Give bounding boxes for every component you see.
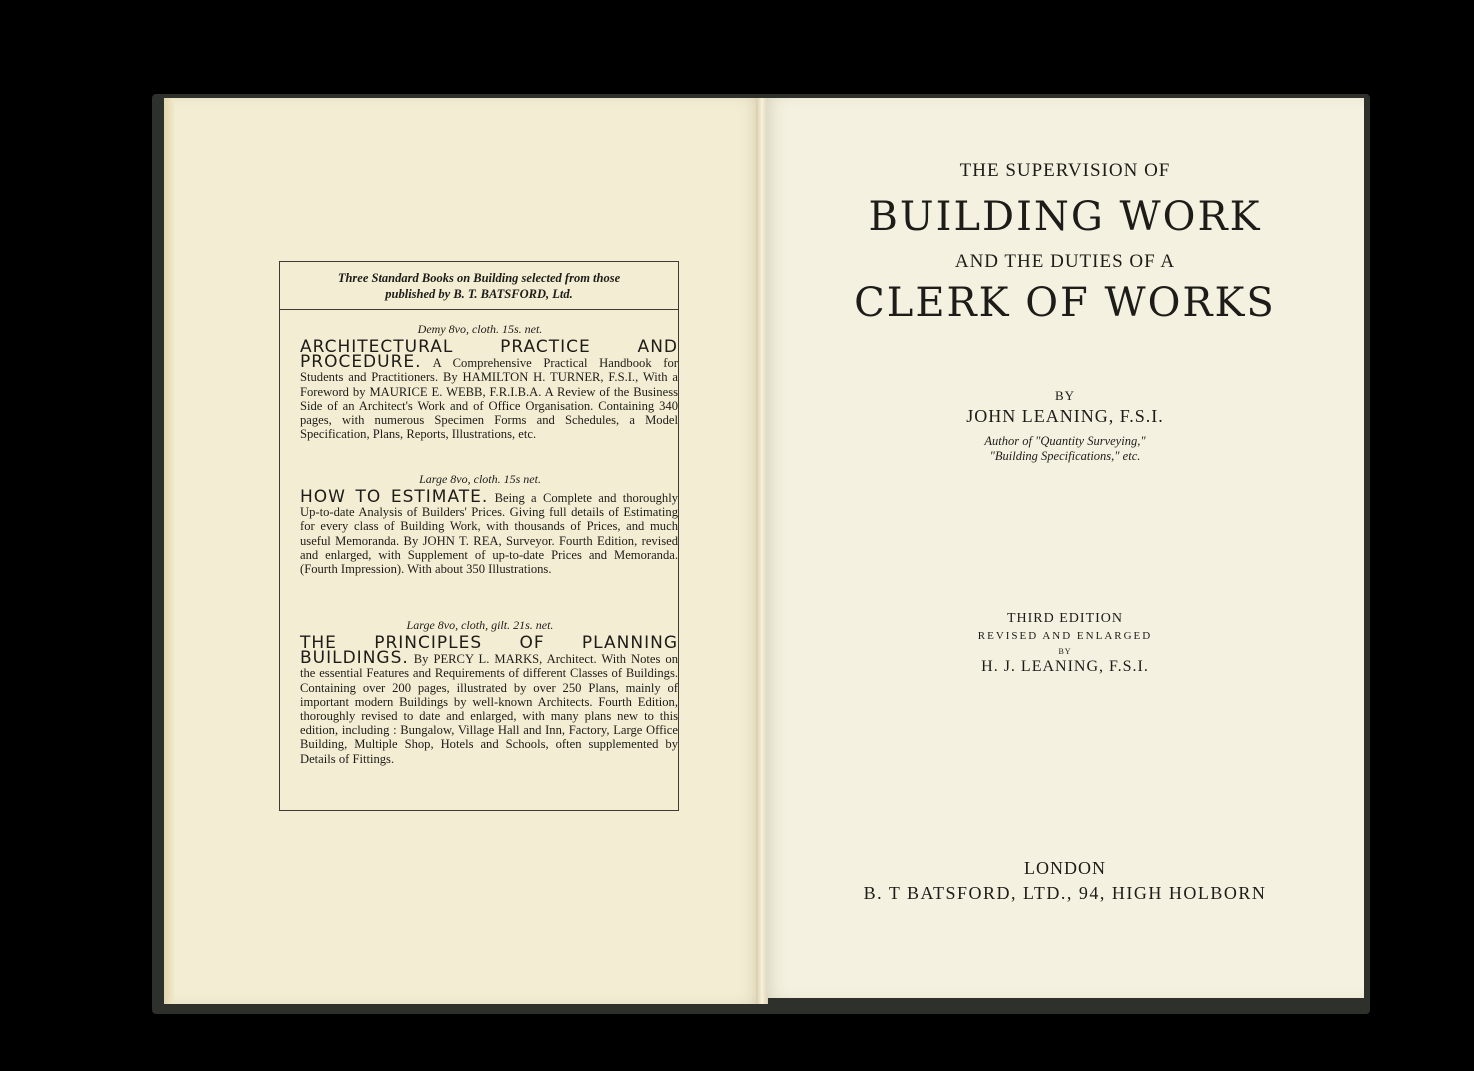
book-entry — [300, 618, 678, 766]
book-body — [300, 633, 678, 766]
book-price: Large 8vo, cloth, gilt. 21s. net. — [406, 618, 554, 632]
book-body — [300, 487, 679, 577]
book-price: Large 8vo, cloth. 15s net. — [419, 472, 541, 486]
book-price: Demy 8vo, cloth. 15s. net. — [417, 322, 543, 336]
publisher-city: LONDON — [1024, 858, 1106, 878]
book-description: A Comprehensive Practical Handbook for Students and Practitioners. By HAMILTON H. TURNER, F.S.I., With a Foreword by MAURICE E. WEBB, F.R.I.B.A. A Review of the Business Side of an Architect's Work and of Office Organisation. Containing 340 pages, with numerous Specimen Forms and Schedules, a Model Specification, Plans, Reports, Illustrations, etc. — [300, 356, 678, 442]
advertisement-header — [280, 262, 678, 310]
book-description: By PERCY L. MARKS, Architect. With Notes on the essential Features and Requirements of different Classes of Buildings. Containing over 200 pages, illustrated by over 250 Plans, mainly of important modern Buildings by well-known Architects. Fourth Edition, thoroughly revised to date and enlarged, with many plans new to this edition, including : Bungalow, Village Hall and Inn, Factory, Large Office Building, Multiple Shop, Hotels and Schools, often supplemented by Details of Fittings. — [300, 652, 678, 766]
book-title: ARCHITECTURAL PRACTICE AND PROCEDURE. — [300, 337, 678, 373]
left-page-edge — [164, 98, 174, 1004]
advertisement-header-line-1: Three Standard Books on Building selected from those — [337, 271, 621, 285]
edition-label: THIRD EDITION — [1006, 611, 1124, 626]
title-line-3: AND THE DUTIES OF A — [954, 251, 1176, 272]
book-title: THE PRINCIPLES OF PLANNING BUILDINGS. — [300, 633, 678, 669]
title-line-2: BUILDING WORK — [868, 194, 1262, 240]
title-line-4: CLERK OF WORKS — [854, 280, 1276, 326]
book-body — [300, 337, 678, 442]
advertisement-header-line-2: published by B. T. BATSFORD, Ltd. — [385, 287, 573, 301]
publisher-address: B. T BATSFORD, LTD., 94, HIGH HOLBORN — [863, 883, 1267, 903]
author-name: JOHN LEANING, F.S.I. — [966, 406, 1164, 426]
reviser-by-label: BY — [1058, 647, 1072, 656]
revised-label: REVISED AND ENLARGED — [977, 630, 1153, 642]
reviser-name: H. J. LEANING, F.S.I. — [981, 658, 1149, 675]
book-entry — [300, 472, 678, 576]
by-label: BY — [1054, 388, 1076, 403]
advertisement-box — [279, 261, 679, 811]
book-entry — [300, 322, 678, 441]
author-credit-line-2: "Building Specifications," etc. — [989, 449, 1141, 463]
book-title: HOW TO ESTIMATE. — [300, 487, 489, 507]
book-description: Being a Complete and thoroughly Up-to-date Analysis of Builders' Prices. Giving full details of Estimating for every class of Building Work, with thousands of Prices, and much useful Memoranda. By JOHN T. REA, Surveyor. Fourth Edition, revised and enlarged, with Supplement of up-to-date Prices and Memoranda. (Fourth Impression). With about 350 Illustrations. — [300, 491, 679, 577]
title-line-1: THE SUPERVISION OF — [959, 160, 1171, 181]
author-credit-line-1: Author of "Quantity Surveying," — [984, 434, 1146, 448]
